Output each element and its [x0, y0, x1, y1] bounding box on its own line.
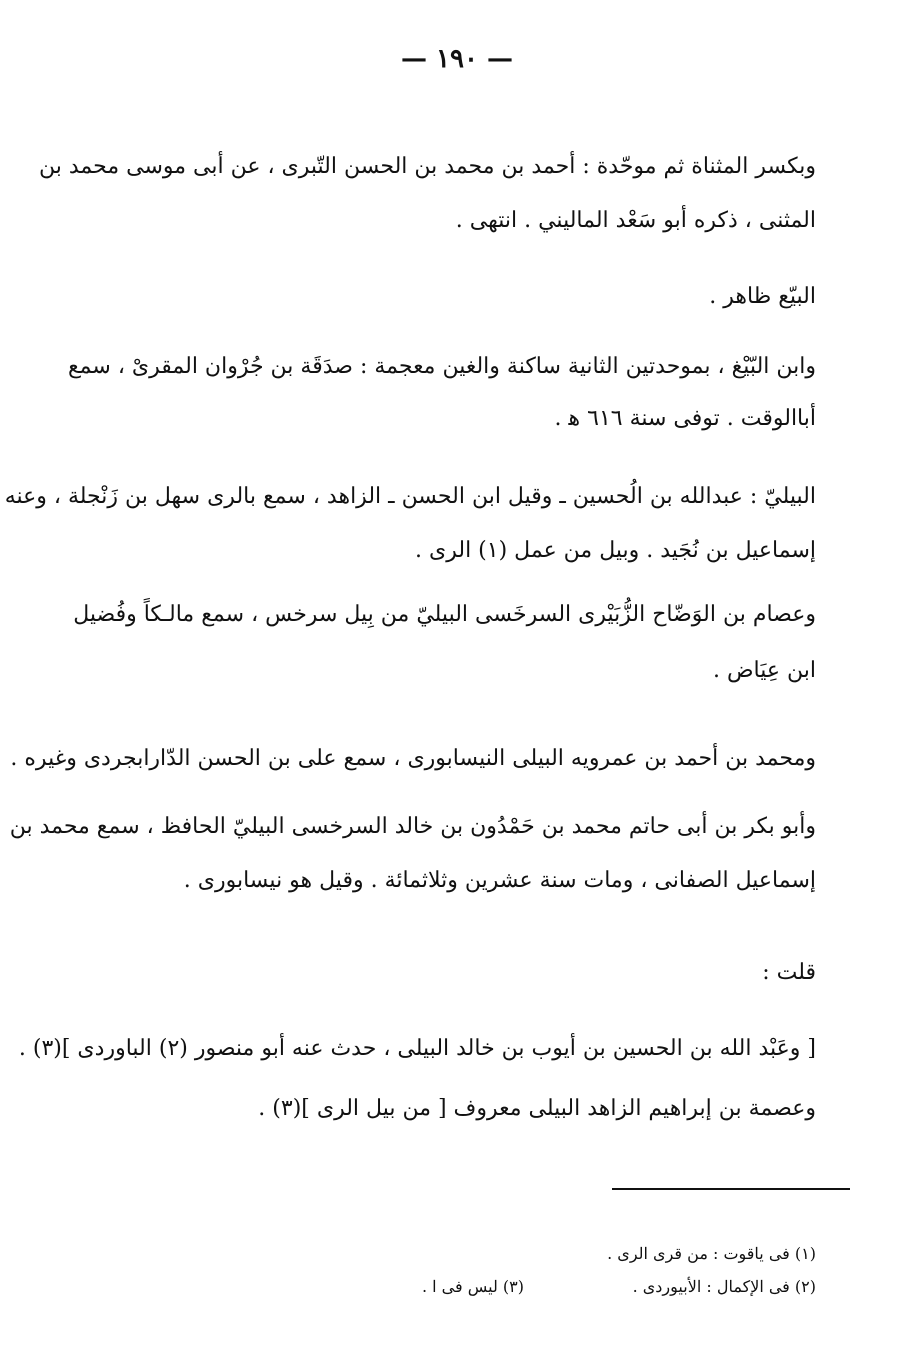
entry-ibn-albaygh-line-2: أباالوقت . توفى سنة ٦١٦ ﻫ . [554, 406, 816, 431]
entry-abdallah-line-1: [ وعَبْد الله بن الحسين بن أيوب بن خالد البيلى ، حدث عنه أبو منصور (٢) الباوردى ](٣) . [18, 1036, 816, 1061]
entry-ibn-albaygh-line-1: وابن البّيْغ ، بموحدتين الثانية ساكنة والغين معجمة : صدَقَة بن جُرْوان المقرىْ ، سمع [67, 354, 816, 379]
entry-isam-line-1: وعصام بن الوَضّاح الزُّبَيْرى السرخَسى البيليّ من بِيل سرخس ، سمع مالـكاً وفُضيل [73, 602, 816, 627]
footnote-divider [612, 1188, 850, 1190]
entry-isam-line-2: ابن عِيَاض . [712, 658, 816, 683]
entry-tibri-line-1: وبكسر المثناة ثم موحّدة : أحمد بن محمد بن الحسن التّبرى ، عن أبى موسى محمد بن [39, 154, 816, 179]
entry-ismah-line-2: وعصمة بن إبراهيم الزاهد البيلى معروف [ من بيل الرى ](٣) . [258, 1096, 816, 1121]
footnote-2: (٢) فى الإكمال : الأبيوردى . [632, 1277, 816, 1296]
footnote-3: (٣) ليس فى ا . [421, 1277, 524, 1296]
entry-abu-bakr-line-2: إسماعيل الصفانى ، ومات سنة عشرين وثلاثمائة . وقيل هو نيسابورى . [183, 868, 816, 893]
entry-bili-line-2: إسماعيل بن نُجَيد . وبيل من عمل (١) الرى . [415, 538, 816, 563]
entry-tibri-line-2: المثنى ، ذكره أبو سَعْد الماليني . انتهى . [455, 208, 816, 233]
entry-bayyi-line-1: البيّع ظاهر . [709, 284, 816, 309]
qultu-heading: قلت : [762, 960, 816, 985]
entry-bili-line-1: البيليّ : عبدالله بن الُحسين ـ وقيل ابن الحسن ـ الزاهد ، سمع بالرى سهل بن زَنْجلة ، وعنه [4, 484, 816, 509]
footnote-1: (١) فى ياقوت : من قرى الرى . [607, 1244, 816, 1263]
entry-abu-bakr-line-1: وأبو بكر بن أبى حاتم محمد بن حَمْدُون بن خالد السرخسى البيليّ الحافظ ، سمع محمد بن [9, 814, 816, 839]
page-number: — ١٩٠ — [400, 44, 514, 74]
entry-muhammad-amruyah-line-1: ومحمد بن أحمد بن عمرويه البيلى النيسابورى ، سمع على بن الحسن الدّارابجردى وغيره . [10, 746, 816, 771]
